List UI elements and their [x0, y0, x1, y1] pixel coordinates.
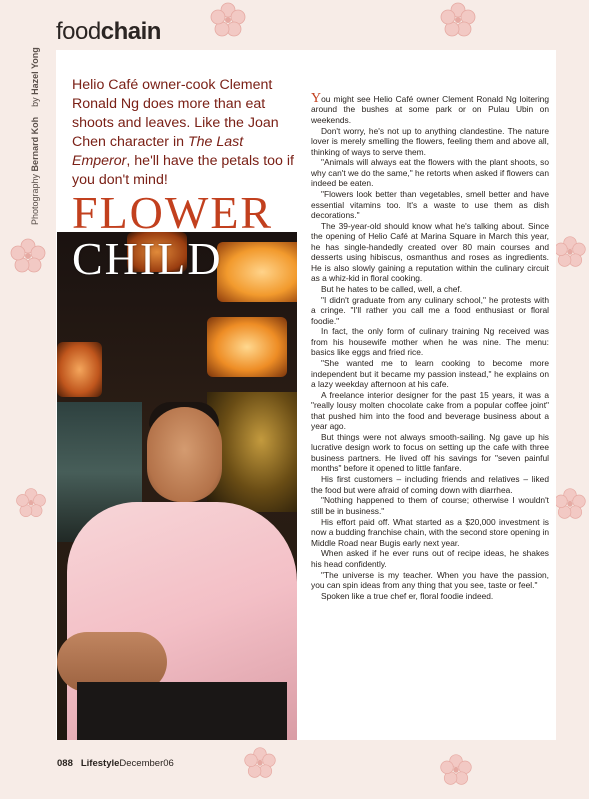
article-paragraph: But things were not always smooth-sailing. Ng gave up his lucrative design work to focus on setting up the cafe with three business partners. He lived off his savings for "seven painful months" before it opened to little fanfare.: [311, 432, 549, 474]
section-label-bold: chain: [100, 18, 161, 45]
intro-italic-title: The Last Emperor: [72, 134, 244, 169]
section-label-light: food: [56, 18, 101, 45]
article-body: [311, 91, 549, 602]
title-line-2: CHILD: [72, 233, 223, 284]
flower-ornament: [552, 486, 588, 522]
flower-ornament: [242, 745, 278, 781]
article-paragraph: "I didn't graduate from any culinary school," he protests with a cringe. "I'll rather you call me a food enthusiast or floral foodie.": [311, 294, 549, 326]
article-title: [72, 187, 274, 284]
article-paragraph: When asked if he ever runs out of recipe ideas, he shakes his head confidently.: [311, 548, 549, 569]
article-paragraph: His effort paid off. What started as a $20,000 investment is now a budding franchise chain, with the second store opening in Middle Road near Bugis early next year.: [311, 516, 549, 548]
drop-cap: Y: [311, 91, 322, 106]
issue-date: December06: [119, 758, 174, 769]
article-paragraph: In fact, the only form of culinary training Ng received was from his housewife mother when he was nine. The menu: basics like eggs and fried rice.: [311, 326, 549, 358]
article-paragraph: [311, 91, 549, 125]
flower-ornament: [208, 0, 248, 40]
article-paragraph: "The universe is my teacher. When you have the passion, you can spin ideas from any thing that you see, taste or feel.": [311, 569, 549, 591]
flower-ornament: [552, 234, 588, 270]
page-number: 088: [57, 758, 73, 769]
flower-ornament: [14, 486, 48, 520]
page-footer: [57, 758, 174, 769]
article-paragraph: His first customers – including friends and relatives – liked the food but were afraid of coming down with diarrhea.: [311, 474, 549, 495]
author-credit-name: Hazel Yong: [30, 47, 40, 95]
lamp-shape: [57, 342, 102, 397]
intro-text-end: , he'll have the petals too if you don't mind!: [72, 153, 294, 188]
portrait-photo: [57, 232, 297, 740]
credits: [30, 47, 46, 225]
intro-text: Helio Café owner-cook Clement Ronald Ng does more than eat shoots and leaves. Like the Joan Chen character in: [72, 77, 279, 150]
article-paragraph: "Animals will always eat the flowers with the plant shoots, so why can't we do the same," he retorts when asked if flowers can indeed be eaten.: [311, 157, 549, 189]
person-pants: [77, 682, 287, 740]
author-credit-label: by: [30, 97, 40, 107]
section-header: [56, 18, 161, 46]
photo-credit-name: Bernard Koh: [30, 116, 40, 172]
article-paragraph: Don't worry, he's not up to anything clandestine. The nature lover is merely smelling the flowers, feeling them and above all, thinking of ways to serve them.: [311, 125, 549, 157]
article-paragraph: The 39-year-old should know what he's talking about. Since the opening of Helio Café at Marina Square in March this year, he has single-handedly created over 80 main courses and desserts using hibiscus, osmanthus and roses as ingredients. He is also slowly gaining a reputation within the culinary circuit as a whiz-kid in floral cooking.: [311, 220, 549, 283]
article-paragraph: But he hates to be called, well, a chef.: [321, 283, 463, 294]
flower-ornament: [438, 752, 474, 788]
paragraph-text: ou might see Helio Café owner Clement Ronald Ng loitering around the bushes at some park or on Pulau Ubin on weekends.: [311, 94, 549, 125]
photo-credit-label: Photography: [30, 173, 40, 225]
magazine-name: Lifestyle: [80, 758, 120, 769]
article-paragraph: Spoken like a true chef er, floral foodie indeed.: [321, 591, 494, 602]
lamp-shape: [207, 317, 287, 377]
title-line-1: FLOWER: [72, 187, 274, 238]
flower-ornament: [438, 0, 478, 40]
person-face: [147, 407, 222, 502]
intro-deck: [72, 76, 294, 190]
article-paragraph: "She wanted me to learn cooking to become more independent but it became my passion instead," he explains on a lazy weekday afternoon at his cafe.: [311, 358, 549, 389]
article-paragraph: A freelance interior designer for the past 15 years, it was a "really lousy molten chocolate cake from a popular coffee joint" that pushed him into the food and beverage business about a year ago.: [311, 389, 549, 432]
article-paragraph: "Flowers look better than vegetables, smell better and have essential vitamins too. It's a waste to use them as dish decorations.": [311, 189, 549, 220]
flower-ornament: [8, 236, 48, 276]
article-paragraph: "Nothing happened to them of course; otherwise I wouldn't still be in business.": [311, 495, 549, 516]
